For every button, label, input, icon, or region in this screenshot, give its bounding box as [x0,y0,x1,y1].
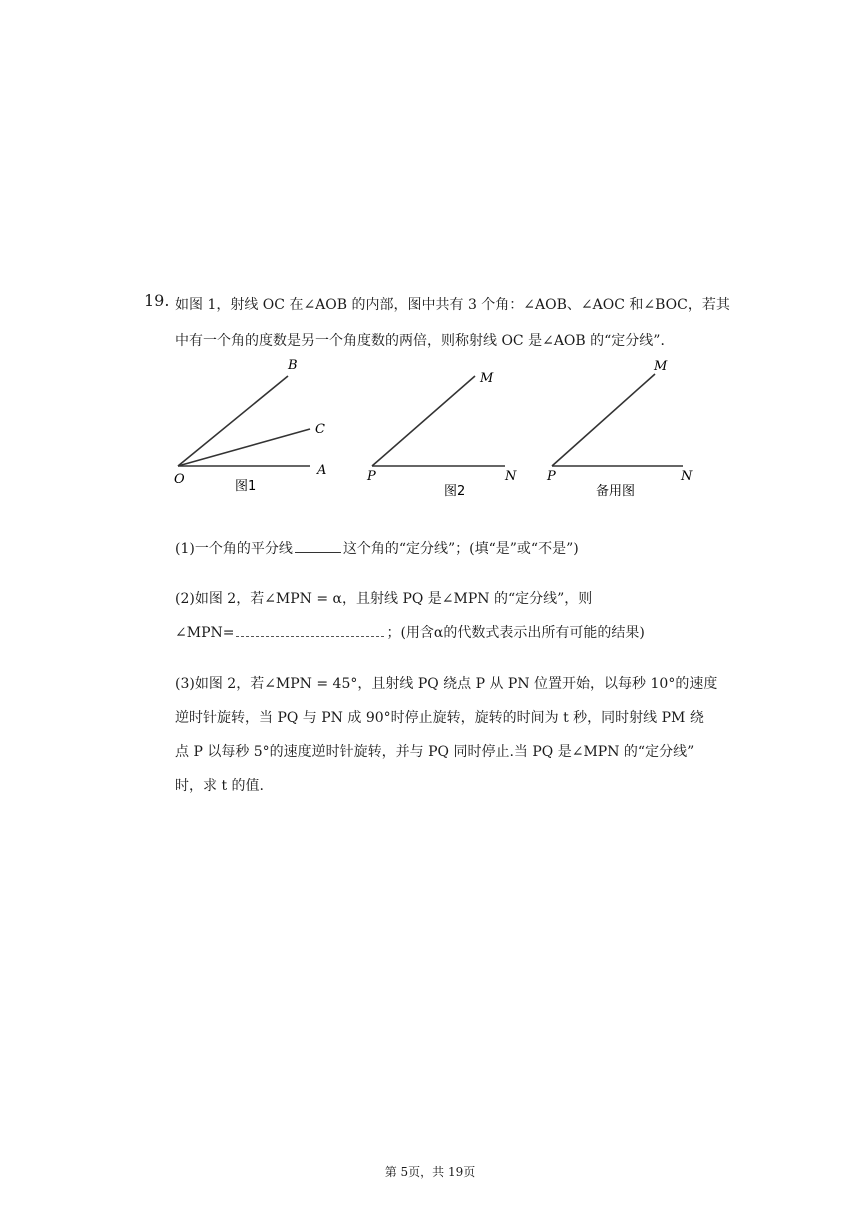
figure-1 [174,358,326,494]
part-3-line-3: 点 P 以每秒 5°的速度逆时针旋转，并与 PQ 同时停止.当 PQ 是∠MPN 的“定分线” [175,744,695,760]
question-number: 19. [144,291,170,310]
label-A: A [317,463,327,478]
part-2-suffix: ；(用含α的代数式表示出所有可能的结果) [386,625,645,641]
ray-OB [178,376,288,466]
question-intro-line-2: 中有一个角的度数是另一个角度数的两倍，则称射线 OC 是∠AOB 的“定分线”． [175,333,675,349]
part-3-line-1: (3)如图 2，若∠MPN = 45°，且射线 PQ 绕点 P 从 PN 位置开始，以每秒 10°的速度 [175,676,718,692]
label-P-backup: P [547,469,556,484]
figure-backup [546,359,693,499]
figure-1-caption: 图1 [235,479,257,494]
answer-blank-1[interactable] [295,538,341,553]
part-3-line-4: 时，求 t 的值. [175,778,264,794]
figure-backup-caption: 备用图 [596,484,636,499]
figure-2-caption: 图2 [444,484,466,499]
label-N: N [505,469,517,484]
label-M: M [480,371,494,386]
label-P: P [367,469,376,484]
question-intro-line-1: 如图 1，射线 OC 在∠AOB 的内部，图中共有 3 个角：∠AOB、∠AOC 和∠BOC，若其 [175,297,730,313]
label-B: B [288,358,298,373]
figure-2 [366,371,517,499]
ray-PM [372,376,475,466]
part-2-line-2 [175,622,645,642]
ray-PM-backup [552,374,655,466]
part-1-suffix: 这个角的“定分线”；(填“是”或“不是”) [342,541,579,557]
label-M-backup: M [654,359,668,374]
page-footer: 第 5页，共 19页 [384,1165,476,1179]
part-1-prefix: (1)一个角的平分线 [175,541,293,557]
part-2-line-1: (2)如图 2，若∠MPN = α，且射线 PQ 是∠MPN 的“定分线”，则 [175,591,593,607]
label-O: O [174,472,185,487]
answer-blank-2[interactable] [236,622,384,637]
part-1 [175,538,579,558]
part-2-prefix: ∠MPN= [175,625,235,641]
ray-OC [178,429,310,466]
geometry-figures [160,352,720,502]
label-N-backup: N [681,469,693,484]
label-C: C [315,422,325,437]
part-3-line-2: 逆时针旋转，当 PQ 与 PN 成 90°时停止旋转，旋转的时间为 t 秒，同时射线 PM 绕 [175,710,704,726]
